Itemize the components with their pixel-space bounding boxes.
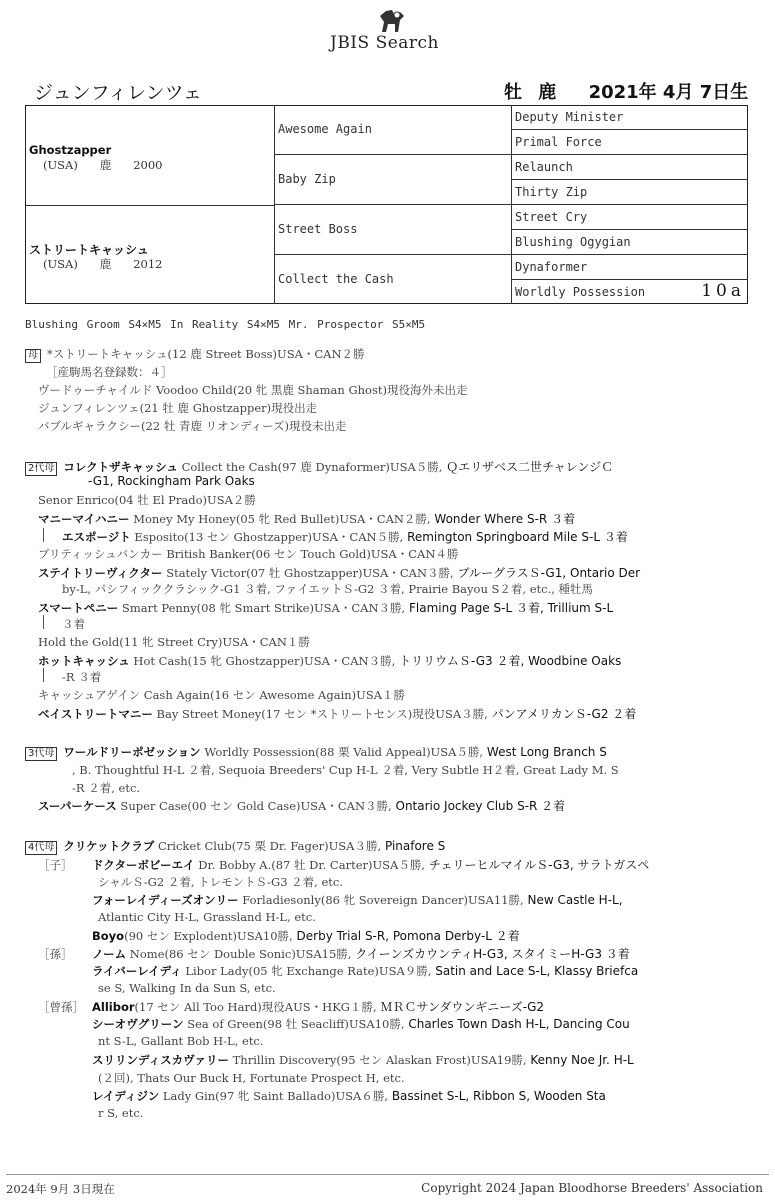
gen2-dam-line: ホットキャッシュ Hot Cash(15 牝 Ghostzapper)USA・CAN３勝, トリリウムＳ-G3 ２着, Woodbine Oaks bbox=[38, 654, 622, 668]
horse-sex: 牡 bbox=[504, 82, 522, 103]
dam-line: ジュンフィレンツェ(21 牡 鹿 Ghostzapper)現役出走 bbox=[38, 401, 318, 415]
gen2-dam-line: ブリティッシュバンカー British Banker(06 セン Touch Gold)USA・CAN４勝 bbox=[38, 547, 459, 561]
gen3-cell[interactable]: Street Cry bbox=[512, 205, 748, 230]
gen2-cell[interactable]: Baby Zip bbox=[274, 155, 512, 205]
footer-date: 2024年 9月 3日現在 bbox=[6, 1182, 115, 1196]
horse-info bbox=[504, 78, 758, 104]
family-number: 10a bbox=[701, 281, 745, 301]
gen2-dam-line: マニーマイハニー Money My Honey(05 牝 Red Bullet)USA・CAN２勝, Wonder Where S-R ３着 bbox=[38, 512, 576, 526]
gen4-dam-line: ［孫］ ノーム Nome(86 セン Double Sonic)USA15勝, クイーンズカウンティH-G3, スタイミーH-G3 ３着 bbox=[38, 947, 630, 961]
gen3-dam-line: 3代母 ワールドリーポゼッション Worldly Possession(88 栗 Valid Appeal)USA５勝, West Long Branch S bbox=[25, 744, 607, 761]
gen2-dam-line: -G1, Rockingham Park Oaks bbox=[88, 474, 255, 488]
gen3-cell[interactable]: Thirty Zip bbox=[512, 180, 748, 205]
horse-name: ジュンフィレンツェ bbox=[34, 82, 202, 104]
jbis-logo[interactable] bbox=[310, 8, 470, 54]
logo-text: JBIS Search bbox=[330, 33, 440, 53]
dam-line: 母 *ストリートキャッシュ(12 鹿 Street Boss)USA・CAN２勝 bbox=[25, 346, 365, 363]
gen3-cell[interactable]: Worldly Possession 10a bbox=[515, 281, 745, 301]
gen2-cell[interactable]: Awesome Again bbox=[274, 105, 512, 155]
gen2-dam-line: ベイストリートマニー Bay Street Money(17 セン *ストリートセンス)現役USA３勝, パンアメリカンＳ-G2 ２着 bbox=[38, 707, 637, 721]
gen3-cell[interactable]: Deputy Minister bbox=[512, 105, 748, 130]
gen2-dam-line: by-L, パシフィッククラシック-G1 ３着, ファイエットＳ-G2 ３着, Prairie Bayou S２着, etc., 種牡馬 bbox=[62, 582, 594, 596]
gen2-dam-line: ステイトリーヴィクター Stately Victor(07 牡 Ghostzapper)USA・CAN３勝, ブルーグラスＳ-G1, Ontario Der bbox=[38, 566, 641, 580]
gen2-cell[interactable]: Collect the Cash bbox=[274, 255, 512, 304]
gen4-dam-line: nt S-L, Gallant Bob H-L, etc. bbox=[98, 1034, 264, 1048]
sire-name[interactable]: Ghostzapper bbox=[29, 143, 112, 157]
gen2-dam-line: ３着 bbox=[62, 617, 85, 631]
gen2-dam-line: 2代母 コレクトザキャッシュ Collect the Cash(97 鹿 Dynaformer)USA５勝, Ｑエリザベス二世チャレンジＣ bbox=[25, 458, 613, 476]
gen4-dam-line: シャルＳ-G2 ２着, トレモントＳ-G3 ２着, etc. bbox=[98, 875, 344, 889]
gen3-tag: 3代母 bbox=[25, 747, 57, 761]
gen4-dam-line: シーオヴグリーン Sea of Green(98 牡 Seacliff)USA10勝, Charles Town Dash H-L, Dancing Cou bbox=[92, 1017, 630, 1031]
gen3-dam-line: , B. Thoughtful H-L ２着, Sequoia Breeders' Cup H-L ２着, Very Subtle H２着, Great Lady M. S bbox=[72, 763, 619, 777]
pedigree-bar bbox=[43, 615, 44, 629]
dam-name[interactable]: ストリートキャッシュ bbox=[29, 243, 149, 257]
gen3-dam-line: -R ２着, etc. bbox=[72, 781, 141, 795]
horse-logo-icon bbox=[374, 8, 408, 34]
gen4-dam-line: ［曾孫］ Allibor(17 セン All Too Hard)現役AUS・HKG１勝, ＭＲＣサンダウンギニーズ-G2 bbox=[38, 1000, 545, 1014]
horse-color: 鹿 bbox=[538, 82, 557, 103]
gen4-dam-line: レイディジン Lady Gin(97 牝 Saint Ballado)USA６勝, Bassinet S-L, Ribbon S, Wooden Sta bbox=[92, 1089, 606, 1103]
gen2-dam-line: Senor Enrico(04 牡 El Prado)USA２勝 bbox=[38, 493, 256, 507]
pedigree-bar bbox=[43, 528, 44, 542]
gen4-dam-line: ライバーレイディ Libor Lady(05 牝 Exchange Rate)USA９勝, Satin and Lace S-L, Klassy Briefca bbox=[92, 964, 639, 978]
gen2-dam-line: スマートペニー Smart Penny(08 牝 Smart Strike)USA・CAN３勝, Flaming Page S-L ３着, Trillium S-L bbox=[38, 601, 614, 615]
gen4-dam-line: se S, Walking In da Sun S, etc. bbox=[98, 981, 276, 995]
dam-line: バブルギャラクシー(22 牡 青鹿 リオンディーズ)現役未出走 bbox=[38, 419, 347, 433]
dam-cell[interactable] bbox=[25, 205, 275, 304]
gen3-cell[interactable]: Primal Force bbox=[512, 130, 748, 155]
sire-info: (USA) 鹿 2000 bbox=[43, 158, 163, 172]
title-row bbox=[22, 78, 753, 102]
gen2-cell[interactable]: Street Boss bbox=[274, 205, 512, 255]
inbreeding-line: Blushing Groom S4×M5 In Reality S4×M5 Mr. Prospector S5×M5 bbox=[25, 318, 426, 331]
gen3-cell[interactable]: Dynaformer bbox=[512, 255, 748, 280]
dam-info: (USA) 鹿 2012 bbox=[43, 257, 163, 271]
pedigree-table bbox=[25, 105, 748, 304]
footer-copyright: Copyright 2024 Japan Bloodhorse Breeders' Association bbox=[421, 1181, 763, 1195]
gen2-dam-line: エスポージト Esposito(13 セン Ghostzapper)USA・CAN５勝, Remington Springboard Mile S-L ３着 bbox=[62, 530, 628, 544]
gen3-cell[interactable]: Blushing Ogygian bbox=[512, 230, 748, 255]
gen2-tag: 2代母 bbox=[25, 462, 57, 476]
gen4-dam-line: r S, etc. bbox=[98, 1106, 144, 1120]
gen2-dam-line: Hold the Gold(11 牝 Street Cry)USA・CAN１勝 bbox=[38, 635, 310, 649]
gen4-dam-line: フォーレイディーズオンリー Forladiesonly(86 牝 Sovereign Dancer)USA11勝, New Castle H-L, bbox=[92, 893, 623, 907]
gen4-dam-line: Atlantic City H-L, Grassland H-L, etc. bbox=[98, 910, 316, 924]
gen3-dam-line: スーパーケース Super Case(00 セン Gold Case)USA・CAN３勝, Ontario Jockey Club S-R ２着 bbox=[38, 799, 566, 813]
gen4-dam-line: ［子］ ドクターボビーエイ Dr. Bobby A.(87 牡 Dr. Carter)USA５勝, チェリーヒルマイルＳ-G3, サラトガスペ bbox=[38, 858, 650, 872]
gen4-dam-line: Boyo(90 セン Explodent)USA10勝, Derby Trial S-R, Pomona Derby-L ２着 bbox=[92, 929, 520, 943]
gen2-dam-line: -R ３着 bbox=[62, 670, 102, 684]
gen3-cell[interactable]: Relaunch bbox=[512, 155, 748, 180]
gen4-dam-line: (２回), Thats Our Buck H, Fortunate Prospect H, etc. bbox=[98, 1071, 405, 1085]
dam-tag: 母 bbox=[25, 349, 41, 363]
gen2-dam-line: キャッシュアゲイン Cash Again(16 セン Awesome Again)USA１勝 bbox=[38, 688, 406, 702]
gen4-tag: 4代母 bbox=[25, 841, 57, 855]
dam-line: ［産駒馬名登録数：４］ bbox=[46, 365, 173, 379]
dam-line: ヴードゥーチャイルド Voodoo Child(20 牝 黒鹿 Shaman Ghost)現役海外未出走 bbox=[38, 383, 468, 397]
gen4-dam-line: スリリンディスカヴァリー Thrillin Discovery(95 セン Alaskan Frost)USA19勝, Kenny Noe Jr. H-L bbox=[92, 1053, 634, 1067]
footer-divider bbox=[6, 1174, 769, 1175]
horse-birth: 2021年 4月 7日生 bbox=[588, 82, 749, 103]
pedigree-bar bbox=[43, 668, 44, 682]
sire-cell[interactable] bbox=[25, 105, 275, 206]
gen4-dam-line: 4代母 クリケットクラブ Cricket Club(75 栗 Dr. Fager)USA３勝, Pinafore S bbox=[25, 838, 445, 855]
